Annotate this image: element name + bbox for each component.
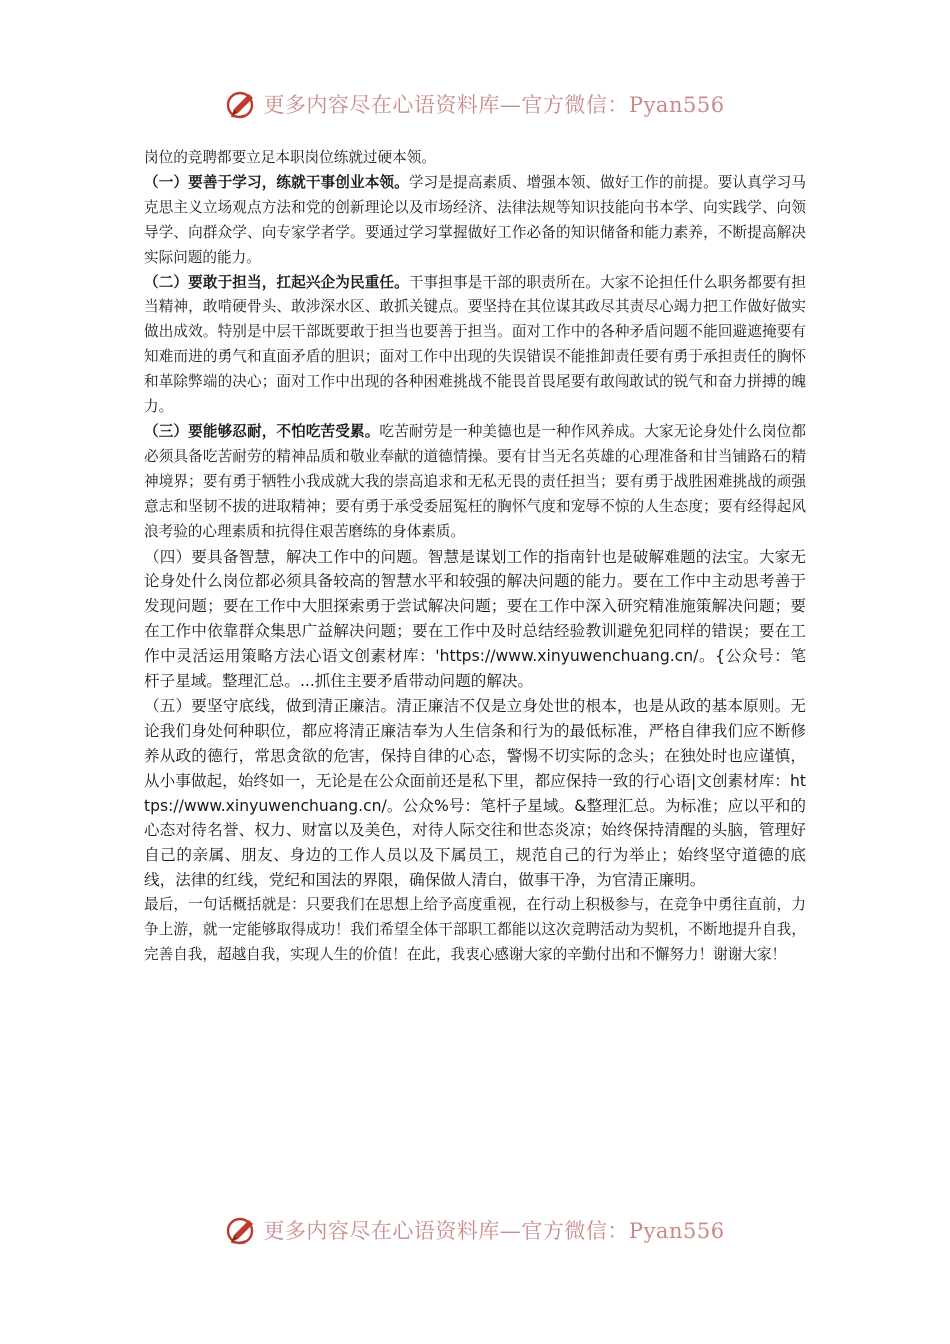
section-4-paragraph: （四）要具备智慧，解决工作中的问题。智慧是谋划工作的指南针也是破解难题的法宝。大家无论身处什么岗位都必须具备较高的智慧水平和较强的解决问题的能力。要在工作中主动思考善于发现问题；要在工作中大胆探索勇于尝试解决问题；要在工作中深入研究精准施策解决问题；要在工作中依靠群众集思广益解决问题；要在工作中及时总结经验教训避免犯同样的错误；要在工作中灵活运用策略方法心语文创素材库：'https://www.xinyuwenchuang.cn/。{公众号：笔杆子星域。整理汇总。...抓住主要矛盾带动问题的解决。: [144, 547, 806, 691]
section-3-heading: （三）要能够忍耐，不怕吃苦受累。: [144, 422, 380, 440]
section-2-text: 干事担事是干部的职责所在。大家不论担任什么职务都要有担当精神，敢啃硬骨头、敢涉深水区、敢抓关键点。要坚持在其位谋其政尽其责尽心竭力把工作做好做实做出成效。特别是中层干部既要敢于担当也要善于担当。面对工作中的各种矛盾问题不能回避遮掩要有知难而进的勇气和直面矛盾的胆识；面对工作中出现的失误错误不能推卸责任要有勇于承担责任的胸怀和革除弊端的决心；面对工作中出现的各种困难挑战不能畏首畏尾要有敢闯敢试的锐气和奋力拼搏的魄力。: [144, 273, 806, 416]
section-2-paragraph: [144, 271, 806, 420]
section-3-text: 吃苦耐劳是一种美德也是一种作风养成。大家无论身处什么岗位都必须具备吃苦耐劳的精神品质和敬业奉献的道德情操。要有甘当无名英雄的心理准备和甘当铺路石的精神境界；要有勇于牺牲小我成就大我的崇高追求和无私无畏的责任担当；要有勇于战胜困难挑战的顽强意志和坚韧不拔的进取精神；要有勇于承受委屈冤枉的胸怀气度和宠辱不惊的人生态度；要有经得起风浪考验的心理素质和抗得住艰苦磨练的身体素质。: [144, 422, 806, 540]
intro-paragraph: 岗位的竞聘都要立足本职岗位练就过硬本领。: [144, 149, 436, 166]
section-1-heading: （一）要善于学习，练就干事创业本领。: [144, 173, 409, 191]
watermark-text: 更多内容尽在心语资料库—官方微信：Pyan556: [263, 93, 725, 117]
section-3-paragraph: [144, 420, 806, 545]
article-body: [144, 146, 806, 968]
pen-seal-logo-icon: [225, 87, 259, 121]
section-5-paragraph: （五）要坚守底线，做到清正廉洁。清正廉洁不仅是立身处世的根本，也是从政的基本原则。无论我们身处何种职位，都应将清正廉洁奉为人生信条和行为的最低标准，严格自律我们应不断修养从政的德行，常思贪欲的危害，保持自律的心态，警惕不切实际的念头；在独处时也应谨慎，从小事做起，始终如一，无论是在公众面前还是私下里，都应保持一致的行心语|文创素材库：https://www.xinyuwenchuang.cn/。公众%号：笔杆子星域。&整理汇总。为标准；应以平和的心态对待名誉、权力、财富以及美色，对待人际交往和世态炎凉；始终保持清醒的头脑，管理好自己的亲属、朋友、身边的工作人员以及下属员工，规范自己的行为举止；始终坚守道德的底线，法律的红线，党纪和国法的界限，确保做人清白，做事干净，为官清正廉明。: [144, 696, 806, 890]
pen-seal-logo-icon: [225, 1213, 259, 1247]
watermark-text: 更多内容尽在心语资料库—官方微信：Pyan556: [263, 1219, 725, 1243]
footer-watermark-banner: [0, 1210, 950, 1250]
section-1-text: 学习是提高素质、增强本领、做好工作的前提。要认真学习马克思主义立场观点方法和党的创新理论以及市场经济、法律法规等知识技能向书本学、向实践学、向领导学、向群众学、向专家学者学。要通过学习掌握做好工作必备的知识储备和能力素养，不断提高解决实际问题的能力。: [144, 173, 806, 266]
section-1-paragraph: [144, 171, 806, 271]
closing-paragraph: 最后，一句话概括就是：只要我们在思想上给予高度重视，在行动上积极参与，在竞争中勇往直前，力争上游，就一定能够取得成功！我们希望全体干部职工都能以这次竞聘活动为契机，不断地提升自我，完善自我，超越自我，实现人生的价值！在此，我衷心感谢大家的辛勤付出和不懈努力！谢谢大家！: [144, 896, 806, 963]
header-watermark-banner: [0, 84, 950, 124]
section-2-heading: （二）要敢于担当，扛起兴企为民重任。: [144, 273, 409, 291]
